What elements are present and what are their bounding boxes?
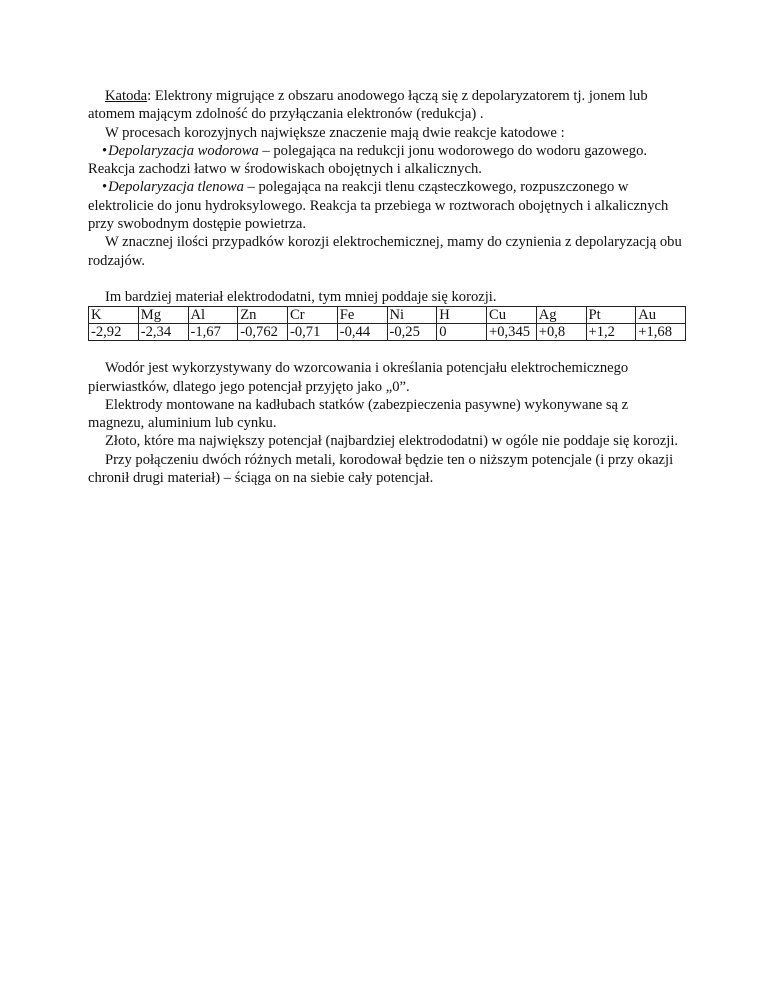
mixed-depolarization-note: W znacznej ilości przypadków korozji elektrochemicznej, mamy do czynienia z depolaryzacją obu rodzajów. [88,234,682,269]
bullet-icon: • [102,142,108,159]
table-cell: Al [188,307,238,324]
table-cell: -0,44 [337,324,387,341]
table-cell: +0,345 [487,324,537,341]
table-cell: -1,67 [188,324,238,341]
galvanic-couple-paragraph: Przy połączeniu dwóch różnych metali, korodował będzie ten o niższym potencjale (i przy okazji chronił drugi materiał) – ściąga on na siebie cały potencjał. [88,451,674,487]
table-cell: H [437,307,487,324]
table-cell: Pt [586,307,636,324]
table-row-elements [89,307,686,324]
spacer [88,341,688,359]
reactions-intro: W procesach korozyjnych największe znaczenie mają dwie reakcje katodowe : [105,124,565,141]
document-body [88,87,688,487]
katoda-definition: : Elektrony migrujące z obszaru anodowego łączą się z depolaryzatorem tj. jonem lub atomem mającym zdolność do przyłączania elektronów (redukcja) . [88,88,648,123]
bullet-term: Depolaryzacja tlenowa [108,179,244,196]
table-cell: 0 [437,324,487,341]
table-cell: Mg [138,307,188,324]
bullet-term: Depolaryzacja wodorowa [108,142,259,159]
katoda-term: Katoda [105,88,148,104]
table-cell: -0,25 [387,324,437,341]
table-cell: Fe [337,307,387,324]
katoda-paragraph [88,87,688,124]
table-cell: -2,34 [138,324,188,341]
bullet-hydrogen-depolarization [88,142,688,179]
electrochemical-series-table [88,306,686,341]
table-row-potentials [89,324,686,341]
table-cell: +0,8 [536,324,586,341]
series-intro: Im bardziej materiał elektrododatni, tym mniej poddaje się korozji. [105,288,497,305]
table-cell: -0,71 [288,324,338,341]
gold-paragraph: Złoto, które ma największy potencjał (najbardziej elektrododatni) w ogóle nie poddaje się korozji. [105,433,679,450]
bullet-oxygen-depolarization [88,178,688,233]
bullet-text: – polegająca na redukcji jonu wodorowego do wodoru gazowego. Reakcja zachodzi łatwo w środowiskach obojętnych i alkalicznych. [88,142,648,178]
table-cell: Ni [387,307,437,324]
table-cell: +1,68 [636,324,686,341]
table-cell: Zn [238,307,288,324]
hull-electrodes-paragraph: Elektrody montowane na kadłubach statków (zabezpieczenia pasywne) wykonywane są z magnezu, aluminium lub cynku. [88,396,629,432]
spacer [88,270,688,288]
table-cell: Cr [288,307,338,324]
table-cell: K [89,307,139,324]
bullet-text: – polegająca na reakcji tlenu cząsteczkowego, rozpuszczonego w elektrolicie do jonu hydroksylowego. Reakcja ta przebiega w roztworach obojętnych i alkalicznych przy swobodnym dostępie powietrza. [88,179,669,233]
table-cell: Cu [487,307,537,324]
hydrogen-reference-paragraph: Wodór jest wykorzystywany do wzorcowania i określania potencjału elektrochemicznego pierwiastków, dlatego jego potencjał przyjęto jako „0”. [88,360,629,395]
table-cell: Au [636,307,686,324]
table-cell: +1,2 [586,324,636,341]
table-cell: -0,762 [238,324,288,341]
bullet-icon: • [102,179,108,196]
table-cell: Ag [536,307,586,324]
table-cell: -2,92 [89,324,139,341]
